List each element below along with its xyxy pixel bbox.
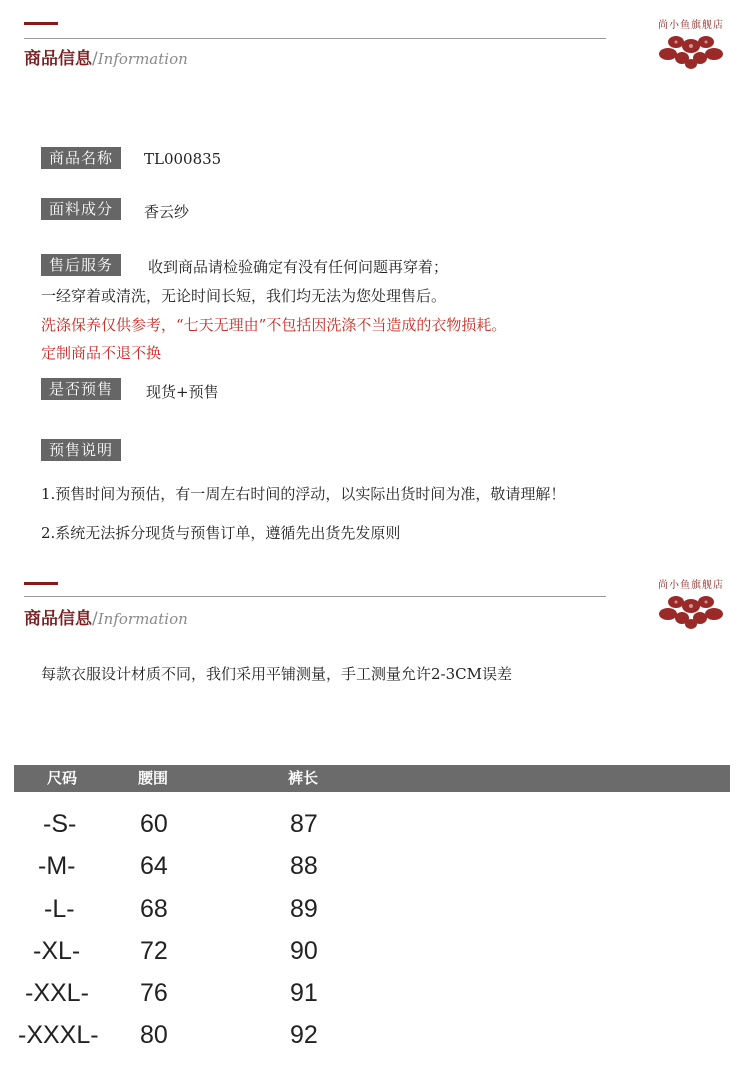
size-cell: -M- (38, 852, 76, 880)
waist-cell: 72 (140, 937, 168, 965)
brand-logo-text: 尚小鱼旗舰店 (658, 20, 724, 31)
section-title-text: 商品信息 (24, 609, 92, 629)
brand-logo (648, 576, 734, 640)
accent-bar (24, 22, 58, 25)
size-cell: -XXXL- (18, 1021, 99, 1049)
presale-value: 现货+预售 (146, 383, 219, 401)
after-sale-line-2: 一经穿着或清洗，无论时间长短，我们均无法为您处理售后。 (41, 287, 447, 305)
after-sale-line-1: 收到商品请检验确定有没有任何问题再穿着； (148, 258, 449, 276)
presale-note-1: 1.预售时间为预估，有一周左右时间的浮动，以实际出货时间为准，敬请理解！ (41, 485, 566, 503)
length-cell: 90 (290, 937, 318, 965)
after-sale-warning: 洗涤保养仅供参考，“七天无理由”不包括因洗涤不当造成的衣物损耗。 (41, 316, 507, 334)
product-name-label: 商品名称 (41, 147, 121, 169)
section-header-2 (0, 560, 750, 640)
length-cell: 88 (290, 852, 318, 880)
divider-line (24, 38, 606, 39)
size-cell: -XXL- (25, 979, 89, 1007)
size-table-header (14, 765, 730, 792)
waist-cell: 80 (140, 1021, 168, 1049)
presale-label: 是否预售 (41, 378, 121, 400)
section-header-1 (0, 0, 750, 80)
waist-cell: 60 (140, 810, 168, 838)
length-cell: 87 (290, 810, 318, 838)
waist-cell: 68 (140, 895, 168, 923)
fabric-label: 面料成分 (41, 198, 121, 220)
length-cell: 89 (290, 895, 318, 923)
brand-logo (648, 16, 734, 80)
measurement-note: 每款衣服设计材质不同，我们采用平铺测量，手工测量允许2-3CM误差 (41, 665, 512, 683)
custom-no-return: 定制商品不退不换 (41, 344, 162, 362)
length-cell: 92 (290, 1021, 318, 1049)
header-waist: 腰围 (138, 769, 169, 787)
header-length: 裤长 (288, 769, 319, 787)
knot-ornament-icon (654, 592, 728, 632)
section-subtitle: Information (97, 610, 188, 628)
fabric-value: 香云纱 (144, 203, 190, 221)
section-title: 商品信息/Information (24, 609, 188, 629)
knot-ornament-icon (654, 32, 728, 72)
header-size: 尺码 (47, 769, 78, 787)
after-sale-label: 售后服务 (41, 254, 121, 276)
brand-logo-text: 尚小鱼旗舰店 (658, 580, 724, 591)
size-cell: -L- (44, 895, 75, 923)
waist-cell: 64 (140, 852, 168, 880)
divider-line (24, 596, 606, 597)
section-subtitle: Information (97, 50, 188, 68)
size-cell: -XL- (33, 937, 81, 965)
waist-cell: 76 (140, 979, 168, 1007)
section-title: 商品信息/Information (24, 49, 188, 69)
length-cell: 91 (290, 979, 318, 1007)
product-name-value: TL000835 (144, 150, 222, 168)
presale-note-2: 2.系统无法拆分现货与预售订单，遵循先出货先发原则 (41, 524, 401, 542)
accent-bar (24, 582, 58, 585)
size-cell: -S- (43, 810, 77, 838)
section-title-text: 商品信息 (24, 49, 92, 69)
presale-note-label: 预售说明 (41, 439, 121, 461)
